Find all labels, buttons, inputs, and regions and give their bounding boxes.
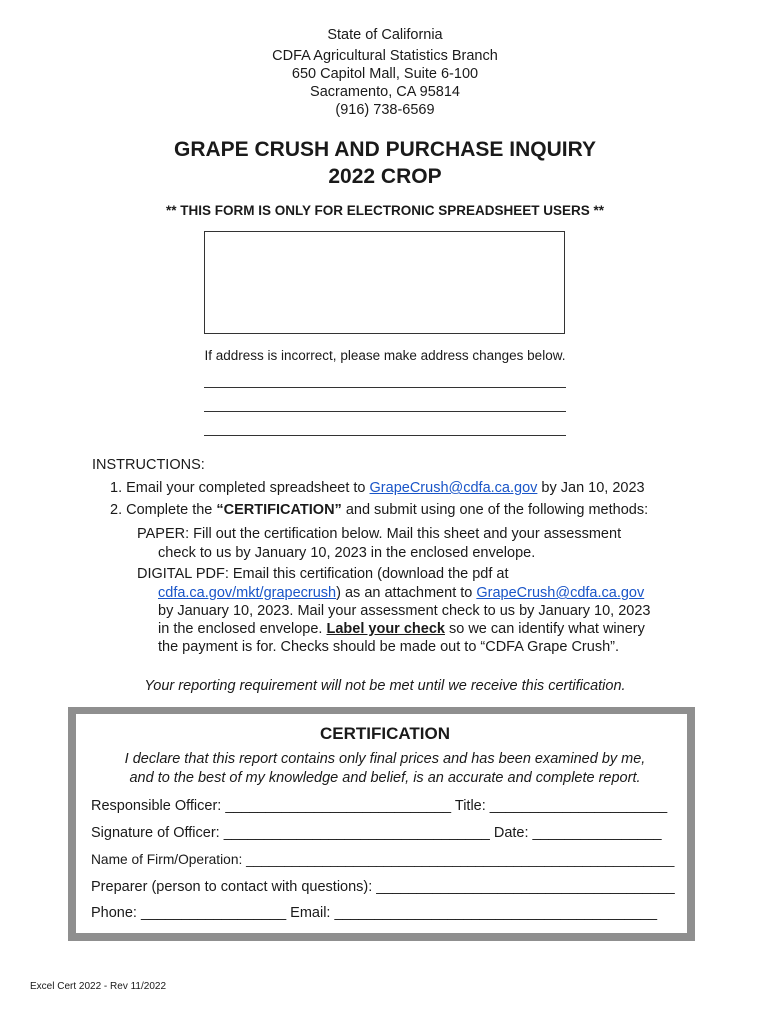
instructions-heading: INSTRUCTIONS: (92, 457, 205, 473)
digital-instruction-line-4 (158, 620, 645, 639)
step1-suffix: by Jan 10, 2023 (537, 480, 645, 496)
electronic-users-notice: ** THIS FORM IS ONLY FOR ELECTRONIC SPREADSHEET USERS ** (165, 203, 605, 218)
address-note: If address is incorrect, please make address changes below. (204, 348, 566, 363)
firm-name-field[interactable]: Name of Firm/Operation: ________________________________________________________ (91, 852, 675, 867)
step2-certification-label: “CERTIFICATION” (216, 502, 342, 518)
grapecrush-website-link[interactable]: cdfa.ca.gov/mkt/grapecrush (158, 585, 337, 601)
header-branch: CDFA Agricultural Statistics Branch (272, 48, 498, 64)
header-state: State of California (327, 27, 443, 43)
signature-field[interactable]: Signature of Officer: _________________________________ Date: ________________ (91, 825, 662, 841)
label-your-check: Label your check (326, 621, 445, 637)
address-change-line-2[interactable] (204, 411, 566, 412)
digital-instruction-line-1: DIGITAL PDF: Email this certification (download the pdf at (137, 566, 509, 582)
instruction-step-2 (110, 501, 648, 520)
step1-prefix: 1. Email your completed spreadsheet to (110, 480, 370, 496)
instruction-step-1 (110, 479, 645, 498)
certification-title: CERTIFICATION (319, 724, 450, 743)
requirement-note: Your reporting requirement will not be met until we receive this certification. (144, 678, 626, 694)
certification-declaration-2: and to the best of my knowledge and belief, is an accurate and complete report. (129, 770, 641, 786)
preparer-field[interactable]: Preparer (person to contact with questions): _____________________________________ (91, 879, 675, 895)
digital-line4-prefix: in the enclosed envelope. (158, 621, 327, 637)
address-box (204, 231, 565, 334)
grapecrush-email-link-2[interactable]: GrapeCrush@cdfa.ca.gov (476, 585, 645, 601)
certification-declaration-1: I declare that this report contains only final prices and has been examined by me, (124, 751, 646, 767)
paper-instruction-line-2: check to us by January 10, 2023 in the enclosed envelope. (158, 545, 536, 561)
digital-instruction-line-5: the payment is for. Checks should be made out to “CDFA Grape Crush”. (158, 639, 619, 655)
grapecrush-email-link[interactable]: GrapeCrush@cdfa.ca.gov (369, 480, 538, 496)
certification-panel (76, 714, 687, 933)
form-title: GRAPE CRUSH AND PURCHASE INQUIRY (174, 138, 596, 161)
header-city: Sacramento, CA 95814 (310, 84, 460, 100)
header-phone: (916) 738-6569 (335, 102, 435, 118)
address-change-line-1[interactable] (204, 387, 566, 388)
digital-instruction-line-3: by January 10, 2023. Mail your assessment check to us by January 10, 2023 (158, 603, 651, 619)
footer-revision: Excel Cert 2022 - Rev 11/2022 (30, 981, 167, 992)
address-change-line-3[interactable] (204, 435, 566, 436)
paper-instruction-line-1: PAPER: Fill out the certification below. Mail this sheet and your assessment (137, 526, 622, 542)
phone-email-field[interactable]: Phone: __________________ Email: ________________________________________ (91, 905, 658, 921)
header-street: 650 Capitol Mall, Suite 6-100 (291, 66, 479, 82)
digital-line4-suffix: so we can identify what winery (444, 621, 645, 637)
form-year: 2022 CROP (328, 165, 442, 188)
step2-prefix: 2. Complete the (110, 502, 217, 518)
digital-mid-text: ) as an attachment to (336, 585, 477, 601)
responsible-officer-field[interactable]: Responsible Officer: ____________________________ Title: ______________________ (91, 798, 668, 814)
digital-instruction-line-2 (158, 584, 644, 603)
step2-suffix: and submit using one of the following methods: (341, 502, 649, 518)
